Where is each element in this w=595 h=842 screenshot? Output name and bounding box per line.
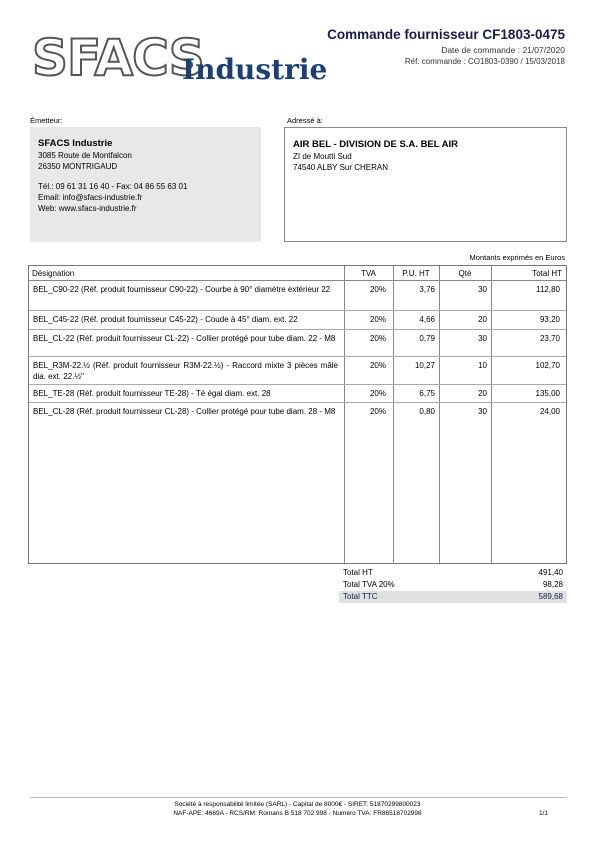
order-date: Date de commande : 21/07/2020 — [441, 45, 565, 55]
items-table — [28, 265, 567, 564]
row-qty: 20 — [478, 315, 487, 324]
total-tva-label: Total TVA 20% — [343, 580, 395, 589]
row-tva: 20% — [369, 389, 386, 398]
totals-block — [339, 567, 567, 603]
row-pu: 0,80 — [419, 407, 435, 416]
issuer-phone: Tél.: 09 61 31 16 40 - Fax: 04 86 55 63 01 — [38, 182, 188, 191]
recipient-label: Adressé à: — [287, 116, 323, 125]
total-tva-row — [339, 579, 567, 591]
row-total: 24,00 — [539, 407, 560, 416]
row-total: 102,70 — [535, 361, 560, 370]
row-tva: 20% — [369, 361, 386, 370]
row-qty: 20 — [478, 389, 487, 398]
row-pu: 3,76 — [419, 285, 435, 294]
table-row — [29, 281, 566, 311]
row-tva: 20% — [369, 407, 386, 416]
page-number: 1/1 — [538, 810, 548, 817]
header-total: Total HT — [532, 269, 562, 278]
row-pu: 4,66 — [419, 315, 435, 324]
row-designation: BEL_C90-22 (Réf. produit fournisseur C90-22) - Courbe à 90° diamètre extérieur 22 — [33, 285, 331, 294]
logo-sfacs-text: SFACS — [32, 29, 204, 87]
row-total: 93,20 — [539, 315, 560, 324]
footer-divider — [30, 797, 567, 798]
row-tva: 20% — [369, 334, 386, 343]
footer-legal-line1: Société à responsabilité limitée (SARL) - Capital de 8000€ - SIRET: 51870299800023 — [174, 801, 421, 808]
row-tva: 20% — [369, 285, 386, 294]
issuer-web: Web: www.sfacs-industrie.fr — [38, 204, 137, 213]
row-designation: BEL_R3M-22.½ (Réf. produit fournisseur R3M-22.½) - Raccord mixte 3 pièces mâle dia. ext. 22.½" — [33, 361, 338, 381]
recipient-address2: 74540 ALBY Sur CHERAN — [293, 163, 389, 172]
issuer-email: Email: info@sfacs-industrie.fr — [38, 193, 143, 202]
recipient-box — [284, 127, 567, 242]
order-reference: Réf. commande : CO1803-0390 / 15/03/2018 — [404, 57, 565, 66]
header-designation: Désignation — [32, 269, 75, 278]
table-row — [29, 330, 566, 357]
company-logo — [30, 29, 328, 90]
total-ttc-value: 589,68 — [538, 592, 563, 601]
document-title: Commande fournisseur CF1803-0475 — [327, 27, 565, 42]
row-qty: 10 — [478, 361, 487, 370]
row-designation: BEL_CL-22 (Réf. produit fournisseur CL-22) - Collier protégé pour tube diam. 22 - M8 — [33, 334, 336, 343]
total-ttc-label: Total TTC — [343, 592, 378, 601]
header-pu: P.U. HT — [402, 269, 430, 278]
table-row — [29, 403, 566, 433]
recipient-address1: ZI de Moutti Sud — [293, 152, 352, 161]
row-qty: 30 — [478, 407, 487, 416]
footer-legal-line2: NAF-APE: 4669A - RCS/RM: Romans B 518 702 998 - Numéro TVA: FR86518702998 — [173, 810, 422, 817]
row-designation: BEL_CL-28 (Réf. produit fournisseur CL-28) - Collier protégé pour tube diam. 28 - M8 — [33, 407, 336, 416]
row-tva: 20% — [369, 315, 386, 324]
row-qty: 30 — [478, 334, 487, 343]
total-ht-value: 491,40 — [538, 568, 563, 577]
logo-industrie-text: Industrie — [182, 53, 328, 86]
issuer-address2: 26350 MONTRIGAUD — [38, 162, 118, 171]
row-total: 112,80 — [536, 285, 560, 294]
row-designation: BEL_TE-28 (Réf. produit fournisseur TE-28) - Té égal diam. ext. 28 — [33, 389, 271, 398]
issuer-box — [30, 127, 261, 242]
row-pu: 6,75 — [419, 389, 435, 398]
table-row — [29, 311, 566, 330]
row-pu: 0,79 — [419, 334, 435, 343]
row-pu: 10,27 — [414, 361, 435, 370]
row-total: 135,00 — [535, 389, 560, 398]
header-tva: TVA — [361, 269, 376, 278]
amounts-note: Montants exprimés en Euros — [469, 253, 565, 262]
total-ht-label: Total HT — [343, 568, 373, 577]
total-ht-row — [339, 567, 567, 579]
row-designation: BEL_C45-22 (Réf. produit fournisseur C45-22) - Coude à 45° diam. ext. 22 — [33, 315, 298, 324]
row-qty: 30 — [478, 285, 487, 294]
issuer-name: SFACS Industrie — [38, 138, 113, 149]
header-qty: Qté — [458, 269, 472, 278]
table-row — [29, 385, 566, 403]
table-row — [29, 357, 566, 385]
row-total: 23,70 — [539, 334, 560, 343]
issuer-label: Émetteur: — [30, 116, 63, 125]
issuer-address1: 3085 Route de Montfalcon — [38, 151, 132, 160]
total-tva-value: 98,28 — [542, 580, 563, 589]
total-ttc-row — [339, 591, 567, 603]
recipient-name: AIR BEL - DIVISION DE S.A. BEL AIR — [293, 139, 459, 150]
